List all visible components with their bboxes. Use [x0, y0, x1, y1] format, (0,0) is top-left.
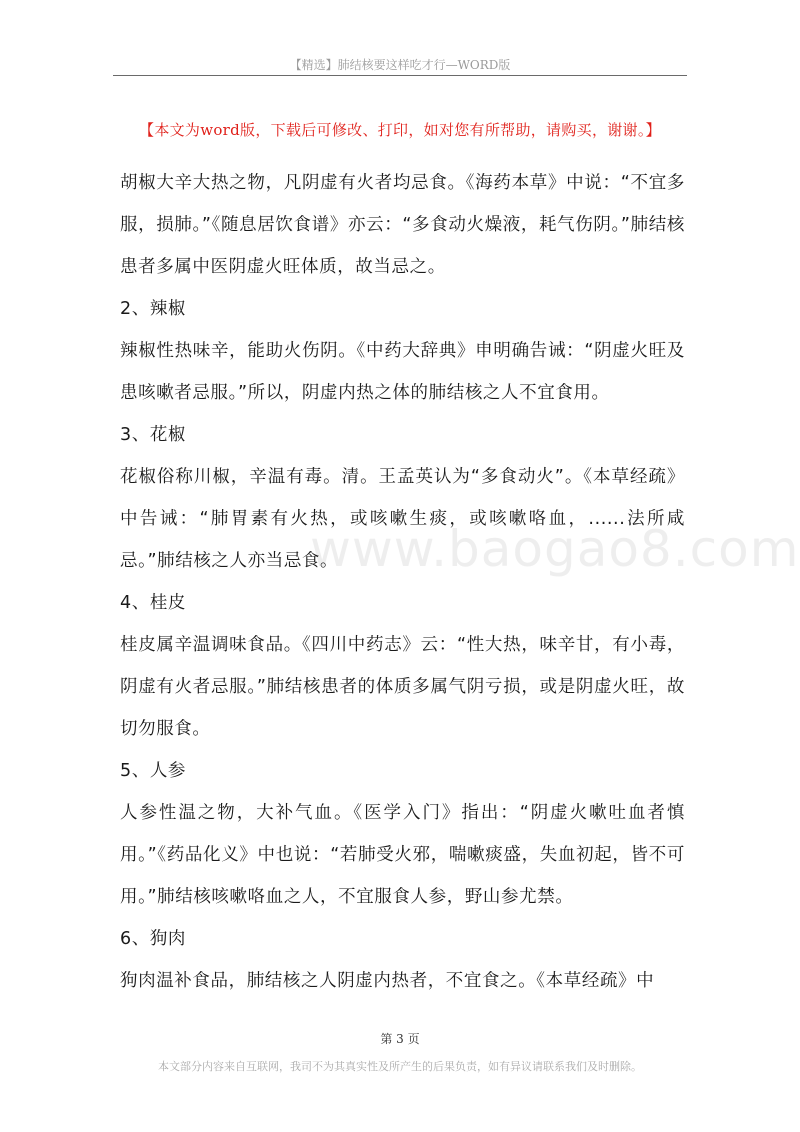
paragraph: 辣椒性热味辛，能助火伤阴。《中药大辞典》申明确告诫：“阴虚火旺及患咳嗽者忌服。”所以，阴虚内热之体的肺结核之人不宜食用。 — [120, 341, 685, 403]
section-heading: 5、人参 — [120, 761, 187, 781]
paragraph: 桂皮属辛温调味食品。《四川中药志》云：“性大热，味辛甘，有小毒，阴虚有火者忌服。”肺结核患者的体质多属气阴亏损，或是阴虚火旺，故切勿服食。 — [120, 635, 685, 739]
header-divider — [113, 75, 687, 76]
page-number: 第 3 页 — [380, 1032, 420, 1046]
purchase-notice: 【本文为word版，下载后可修改、打印，如对您有所帮助，请购买，谢谢。】 — [139, 121, 661, 139]
section-heading: 6、狗肉 — [120, 929, 187, 949]
section-heading: 2、辣椒 — [120, 299, 187, 319]
page-header: 【精选】肺结核要这样吃才行—WORD版 — [289, 58, 511, 72]
paragraph: 人参性温之物，大补气血。《医学入门》指出：“阴虚火嗽吐血者慎用。”《药品化义》中也说：“若肺受火邪，喘嗽痰盛，失血初起，皆不可用。”肺结核咳嗽咯血之人，不宜服食人参，野山参尤禁。 — [120, 803, 685, 907]
disclaimer-footer: 本文部分内容来自互联网，我司不为其真实性及所产生的后果负责，如有异议请联系我们及时删除。 — [158, 1060, 642, 1073]
paragraph: 胡椒大辛大热之物，凡阴虚有火者均忌食。《海药本草》中说：“不宜多服，损肺。”《随息居饮食谱》亦云：“多食动火燥液，耗气伤阴。”肺结核患者多属中医阴虚火旺体质，故当忌之。 — [120, 173, 685, 277]
paragraph: 狗肉温补食品，肺结核之人阴虚内热者，不宜食之。《本草经疏》中 — [120, 971, 655, 991]
paragraph: 花椒俗称川椒，辛温有毒。清。王孟英认为“多食动火”。《本草经疏》中告诫：“肺胃素有火热，或咳嗽生痰，或咳嗽咯血，......法所咸忌。”肺结核之人亦当忌食。 — [120, 467, 685, 571]
watermark: www.baogao8.com — [310, 520, 800, 578]
document-body — [120, 162, 685, 1002]
section-heading: 3、花椒 — [120, 425, 187, 445]
section-heading: 4、桂皮 — [120, 593, 187, 613]
